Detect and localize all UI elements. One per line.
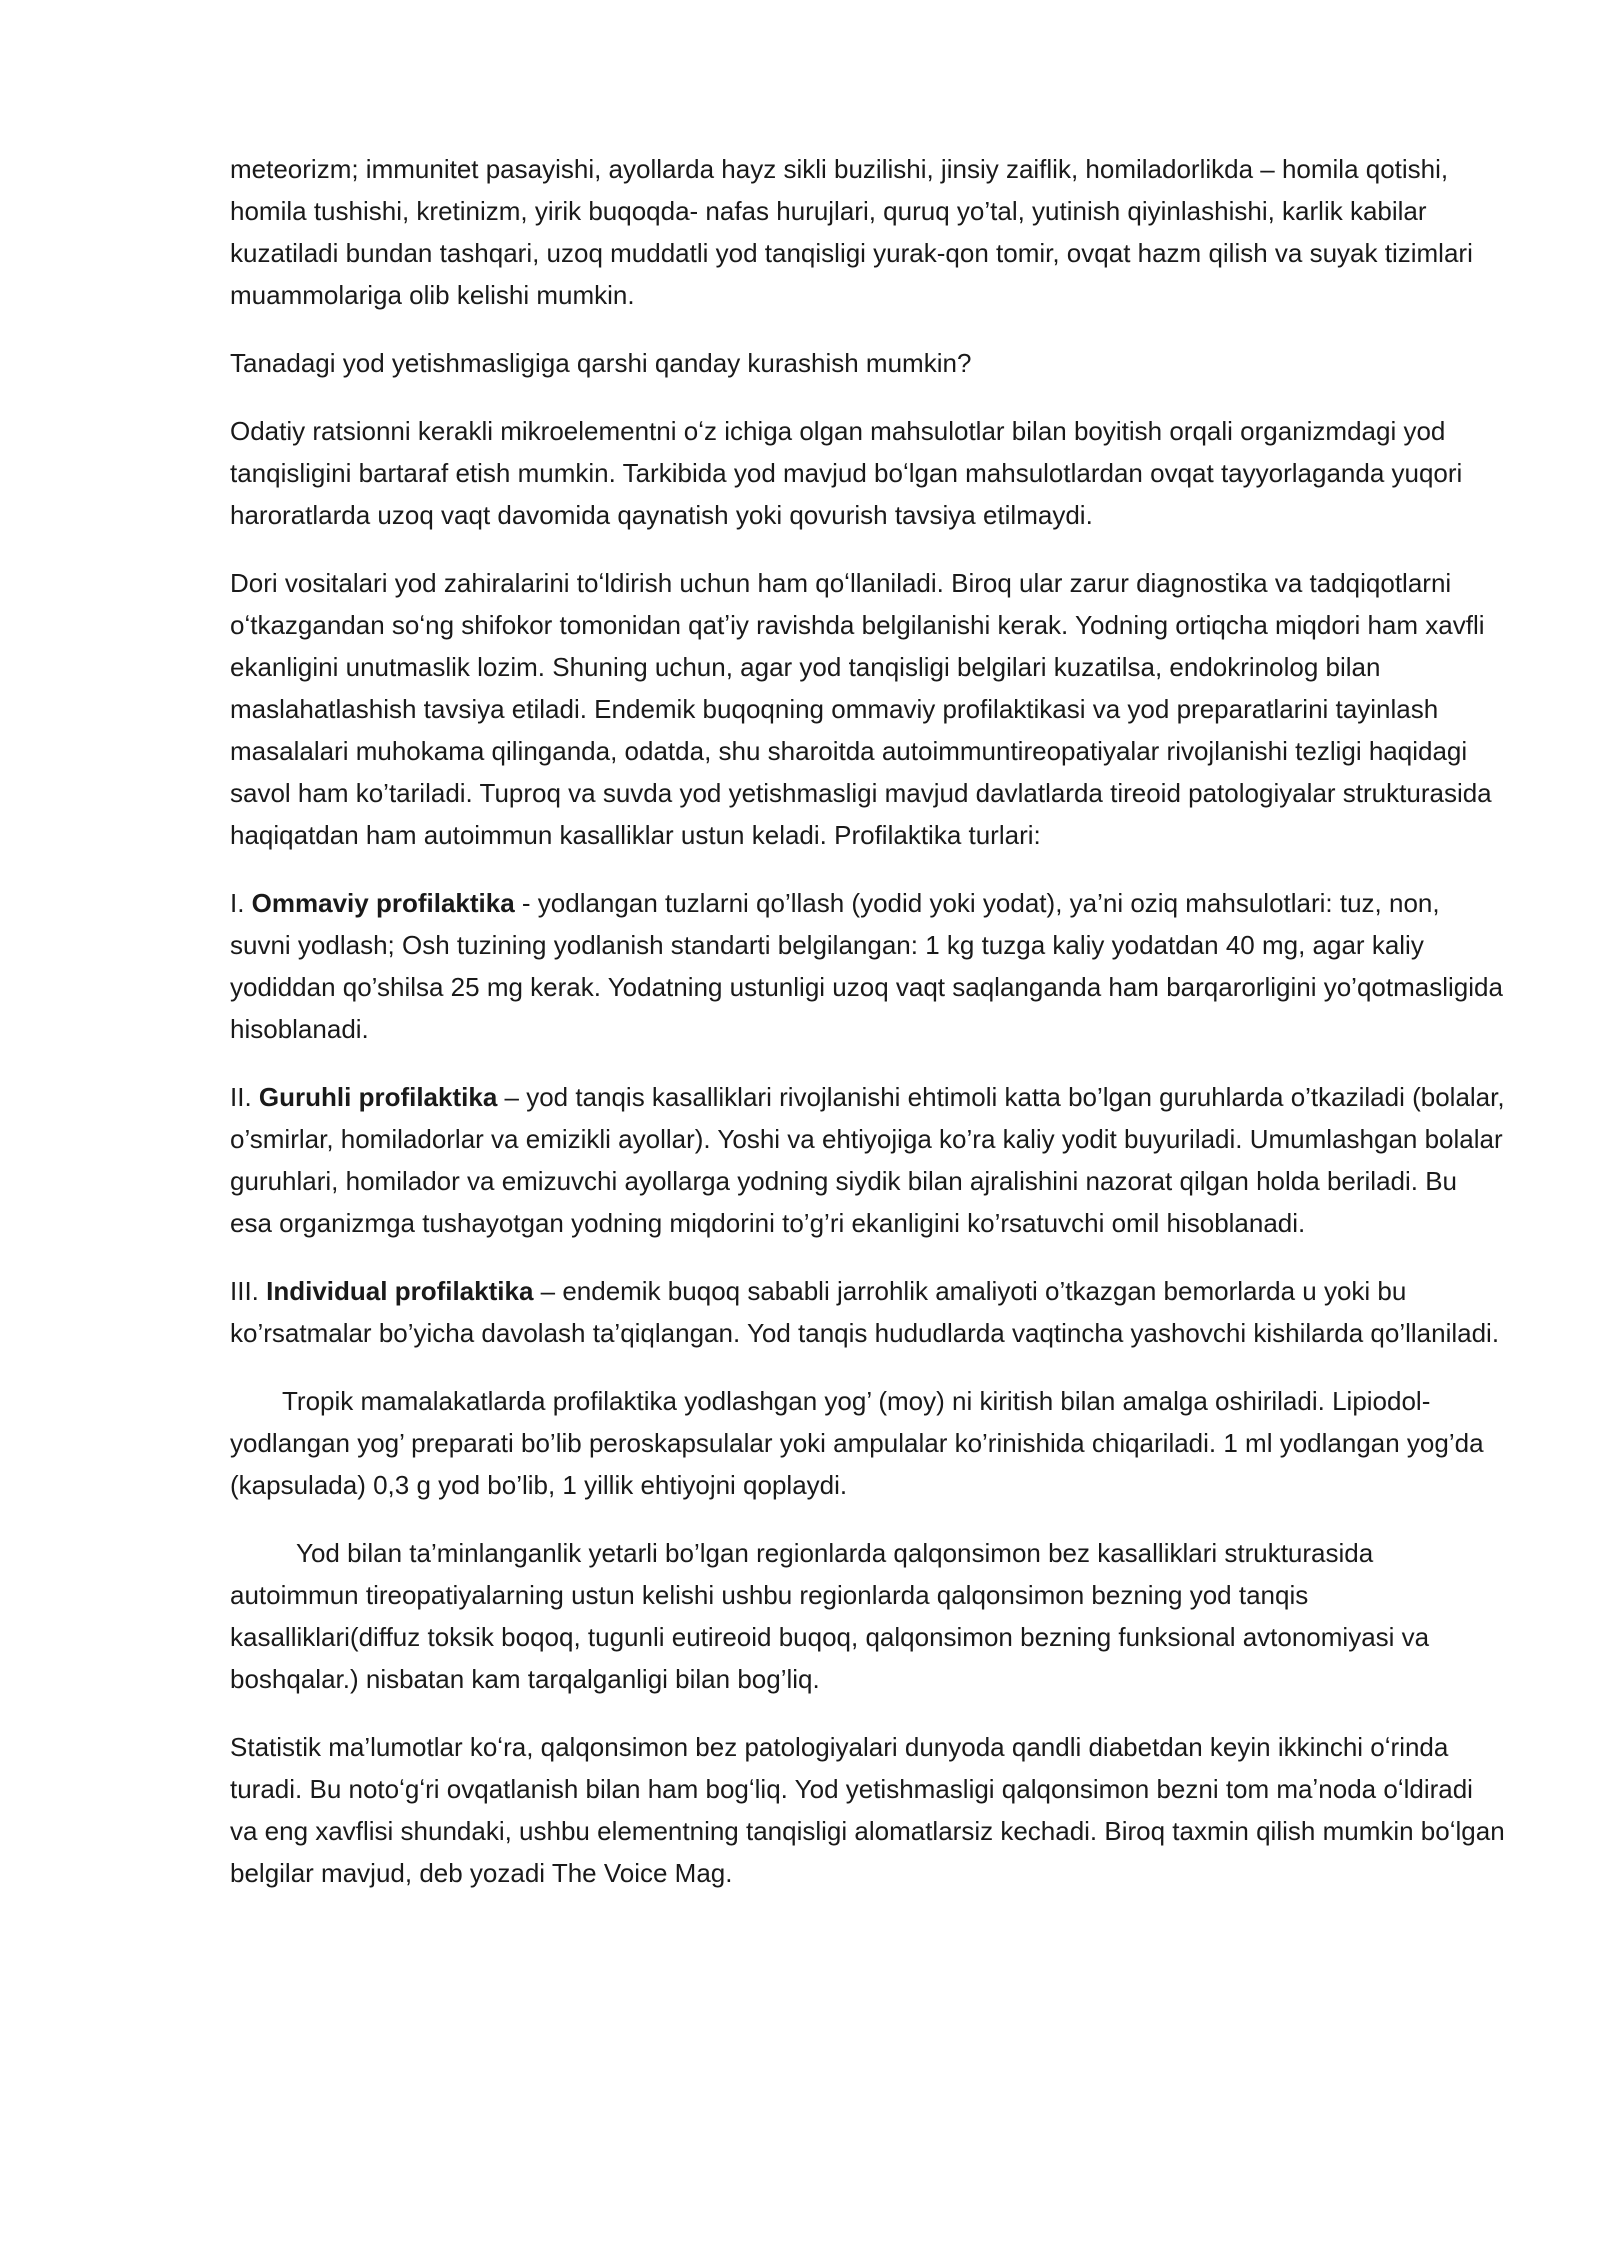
- paragraph-individual-prophylaxis: [230, 1270, 1505, 1354]
- paragraph-group-prophylaxis: [230, 1076, 1505, 1244]
- section-heading: Guruhli profilaktika: [258, 1082, 498, 1112]
- list-number: I.: [230, 888, 252, 918]
- paragraph-tropical: Tropik mamalakatlarda profilaktika yodlashgan yog’ (moy) ni kiritish bilan amalga oshiriladi. Lipiodol- yodlangan yog’ preparati bo’lib peroskapsulalar yoki ampulalar ko’rinishida chiqariladi. 1 ml yodlangan yog’da (kapsulada) 0,3 g yod bo’lib, 1 yillik ehtiyojni qoplaydi.: [230, 1386, 1484, 1500]
- document-page: [230, 148, 1505, 1920]
- section-heading: Individual profilaktika: [266, 1276, 534, 1306]
- paragraph-statistics: Statistik ma’lumotlar koʻra, qalqonsimon bez patologiyalari dunyoda qandli diabetdan keyin ikkinchi oʻrinda turadi. Bu notoʻgʻri ovqatlanish bilan ham bogʻliq. Yod yetishmasligi qalqonsimon bezni tom maʼnoda oʻldiradi va eng xavflisi shundaki, ushbu elementning tanqisligi alomatlarsiz kechadi. Biroq taxmin qilish mumkin boʻlgan belgilar mavjud, deb yozadi The Voice Mag.: [230, 1732, 1505, 1888]
- section-heading: Ommaviy profilaktika: [251, 888, 515, 918]
- list-number: III.: [230, 1276, 267, 1306]
- paragraph-regions: Yod bilan ta’minlanganlik yetarli bo’lgan regionlarda qalqonsimon bez kasalliklari strukturasida autoimmun tireopatiyalarning ustun kelishi ushbu regionlarda qalqonsimon bezning yod tanqis kasalliklari(diffuz toksik boqoq, tugunli eutireoid buqoq, qalqonsimon bezning funksional avtonomiyasi va boshqalar.) nisbatan kam tarqalganligi bilan bog’liq.: [230, 1538, 1430, 1694]
- paragraph-question: Tanadagi yod yetishmasligiga qarshi qanday kurashish mumkin?: [230, 348, 972, 378]
- paragraph-text: – yod tanqis kasalliklari rivojlanishi ehtimoli katta bo’lgan guruhlarda o’tkaziladi (bolalar, o’smirlar, homiladorlar va emizikli ayollar). Yoshi va ehtiyojiga ko’ra kaliy yodit buyuriladi. Umumlashgan bolalar guruhlari, homilador va emizuvchi ayollarga yodning siydik bilan ajralishini nazorat qilgan holda beriladi. Bu esa organizmga tushayotgan yodning miqdorini to’g’ri ekanligini ko’rsatuvchi omil hisoblanadi.: [230, 1082, 1505, 1238]
- paragraph-text: - yodlangan tuzlarni qo’llash (yodid yoki yodat), ya’ni oziq mahsulotlari: tuz, non, suvni yodlash; Osh tuzining yodlanish standarti belgilangan: 1 kg tuzga kaliy yodatdan 40 mg, agar kaliy yodiddan qo’shilsa 25 mg kerak. Yodatning ustunligi uzoq vaqt saqlanganda ham barqarorligini yo’qotmasligida hisoblanadi.: [230, 888, 1503, 1044]
- paragraph-symptoms: meteorizm; immunitet pasayishi, ayollarda hayz sikli buzilishi, jinsiy zaiflik, homiladorlikda – homila qotishi, homila tushishi, kretinizm, yirik buqoqda- nafas hurujlari, quruq yo’tal, yutinish qiyinlashishi, karlik kabilar kuzatiladi bundan tashqari, uzoq muddatli yod tanqisligi yurak-qon tomir, ovqat hazm qilish va suyak tizimlari muammolariga olib kelishi mumkin.: [230, 154, 1473, 310]
- paragraph-medication: Dori vositalari yod zahiralarini toʻldirish uchun ham qoʻllaniladi. Biroq ular zarur diagnostika va tadqiqotlarni oʻtkazgandan soʻng shifokor tomonidan qatʼiy ravishda belgilanishi kerak. Yodning ortiqcha miqdori ham xavfli ekanligini unutmaslik lozim. Shuning uchun, agar yod tanqisligi belgilari kuzatilsa, endokrinolog bilan maslahatlashish tavsiya etiladi. Endemik buqoqning ommaviy profilaktikasi va yod preparatlarini tayinlash masalalari muhokama qilinganda, odatda, shu sharoitda autoimmuntireopatiyalar rivojlanishi tezligi haqidagi savol ham ko’tariladi. Tuproq va suvda yod yetishmasligi mavjud davlatlarda tireoid patologiyalar strukturasida haqiqatdan ham autoimmun kasalliklar ustun keladi. Profilaktika turlari:: [230, 568, 1492, 850]
- list-number: II.: [230, 1082, 259, 1112]
- paragraph-diet: Odatiy ratsionni kerakli mikroelementni oʻz ichiga olgan mahsulotlar bilan boyitish orqali organizmdagi yod tanqisligini bartaraf etish mumkin. Tarkibida yod mavjud boʻlgan mahsulotlardan ovqat tayyorlaganda yuqori haroratlarda uzoq vaqt davomida qaynatish yoki qovurish tavsiya etilmaydi.: [230, 416, 1463, 530]
- paragraph-text: – endemik buqoq sababli jarrohlik amaliyoti o’tkazgan bemorlarda u yoki bu ko’rsatmalar bo’yicha davolash ta’qiqlangan. Yod tanqis hududlarda vaqtincha yashovchi kishilarda qo’llaniladi.: [230, 1276, 1500, 1348]
- paragraph-mass-prophylaxis: [230, 882, 1505, 1050]
